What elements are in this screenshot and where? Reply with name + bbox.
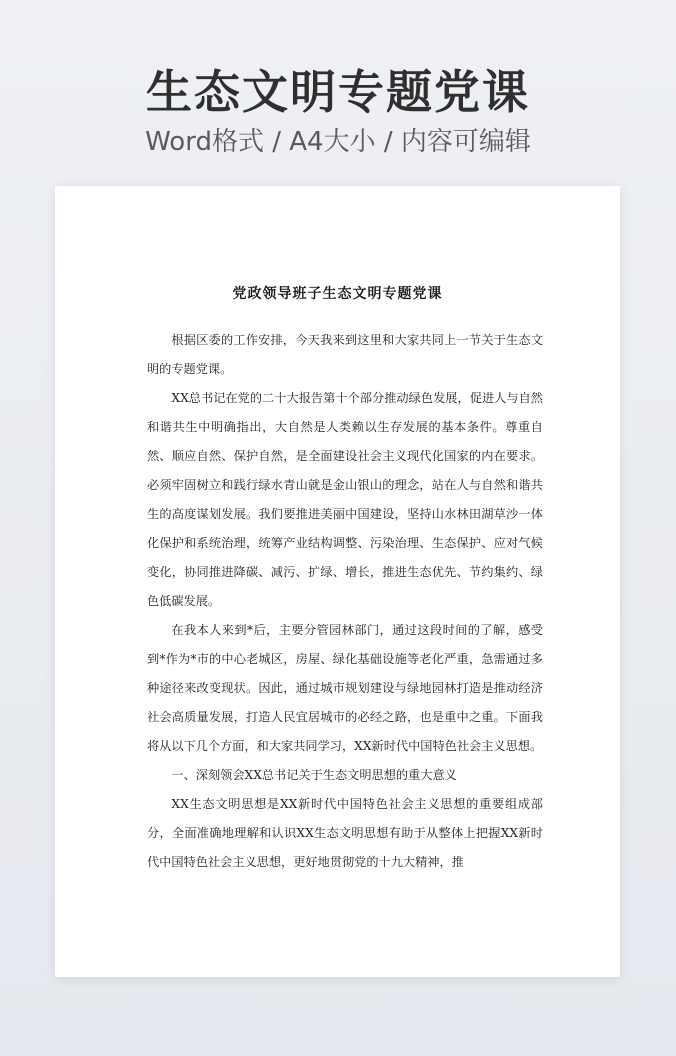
paragraph: 在我本人来到*后，主要分管园林部门，通过这段时间的了解，感受到*作为*市的中心老城区，房屋、绿化基础设施等老化严重，急需通过多种途径来改变现状。因此，通过城市规划建设与绿地园林打造是推动经济社会高质量发展，打造人民宜居城市的必经之路，也是重中之重。下面我将从以下几个方面，和大家共同学习，XX新时代中国特色社会主义思想。 [147, 623, 543, 753]
sub-title: Word格式 / A4大小 / 内容可编辑 [145, 127, 531, 157]
paragraph: 根据区委的工作安排，今天我来到这里和大家共同上一节关于生态文明的专题党课。 [147, 333, 543, 376]
paragraph: XX总书记在党的二十大报告第十个部分推动绿色发展，促进人与自然和谐共生中明确指出，大自然是人类赖以生存发展的基本条件。尊重自然、顺应自然、保护自然，是全面建设社会主义现代化国家的内在要求。必须牢固树立和践行绿水青山就是金山银山的理念，站在人与自然和谐共生的高度谋划发展。我们要推进美丽中国建设，坚持山水林田湖草沙一体化保护和系统治理，统筹产业结构调整、污染治理、生态保护、应对气候变化，协同推进降碳、减污、扩绿、增长，推进生态优先、节约集约、绿色低碳发展。 [147, 391, 543, 608]
header [0, 62, 676, 160]
main-title: 生态文明专题党课 [146, 65, 530, 119]
paragraph: XX生态文明思想是XX新时代中国特色社会主义思想的重要组成部分，全面准确地理解和认识XX生态文明思想有助于从整体上把握XX新时代中国特色社会主义思想，更好地贯彻党的十九大精神，推 [147, 797, 543, 869]
document-title: 党政领导班子生态文明专题党课 [232, 286, 443, 302]
section-heading: 一、深刻领会XX总书记关于生态文明思想的重大意义 [171, 768, 457, 782]
document-page [55, 186, 620, 977]
document-body [147, 326, 543, 877]
